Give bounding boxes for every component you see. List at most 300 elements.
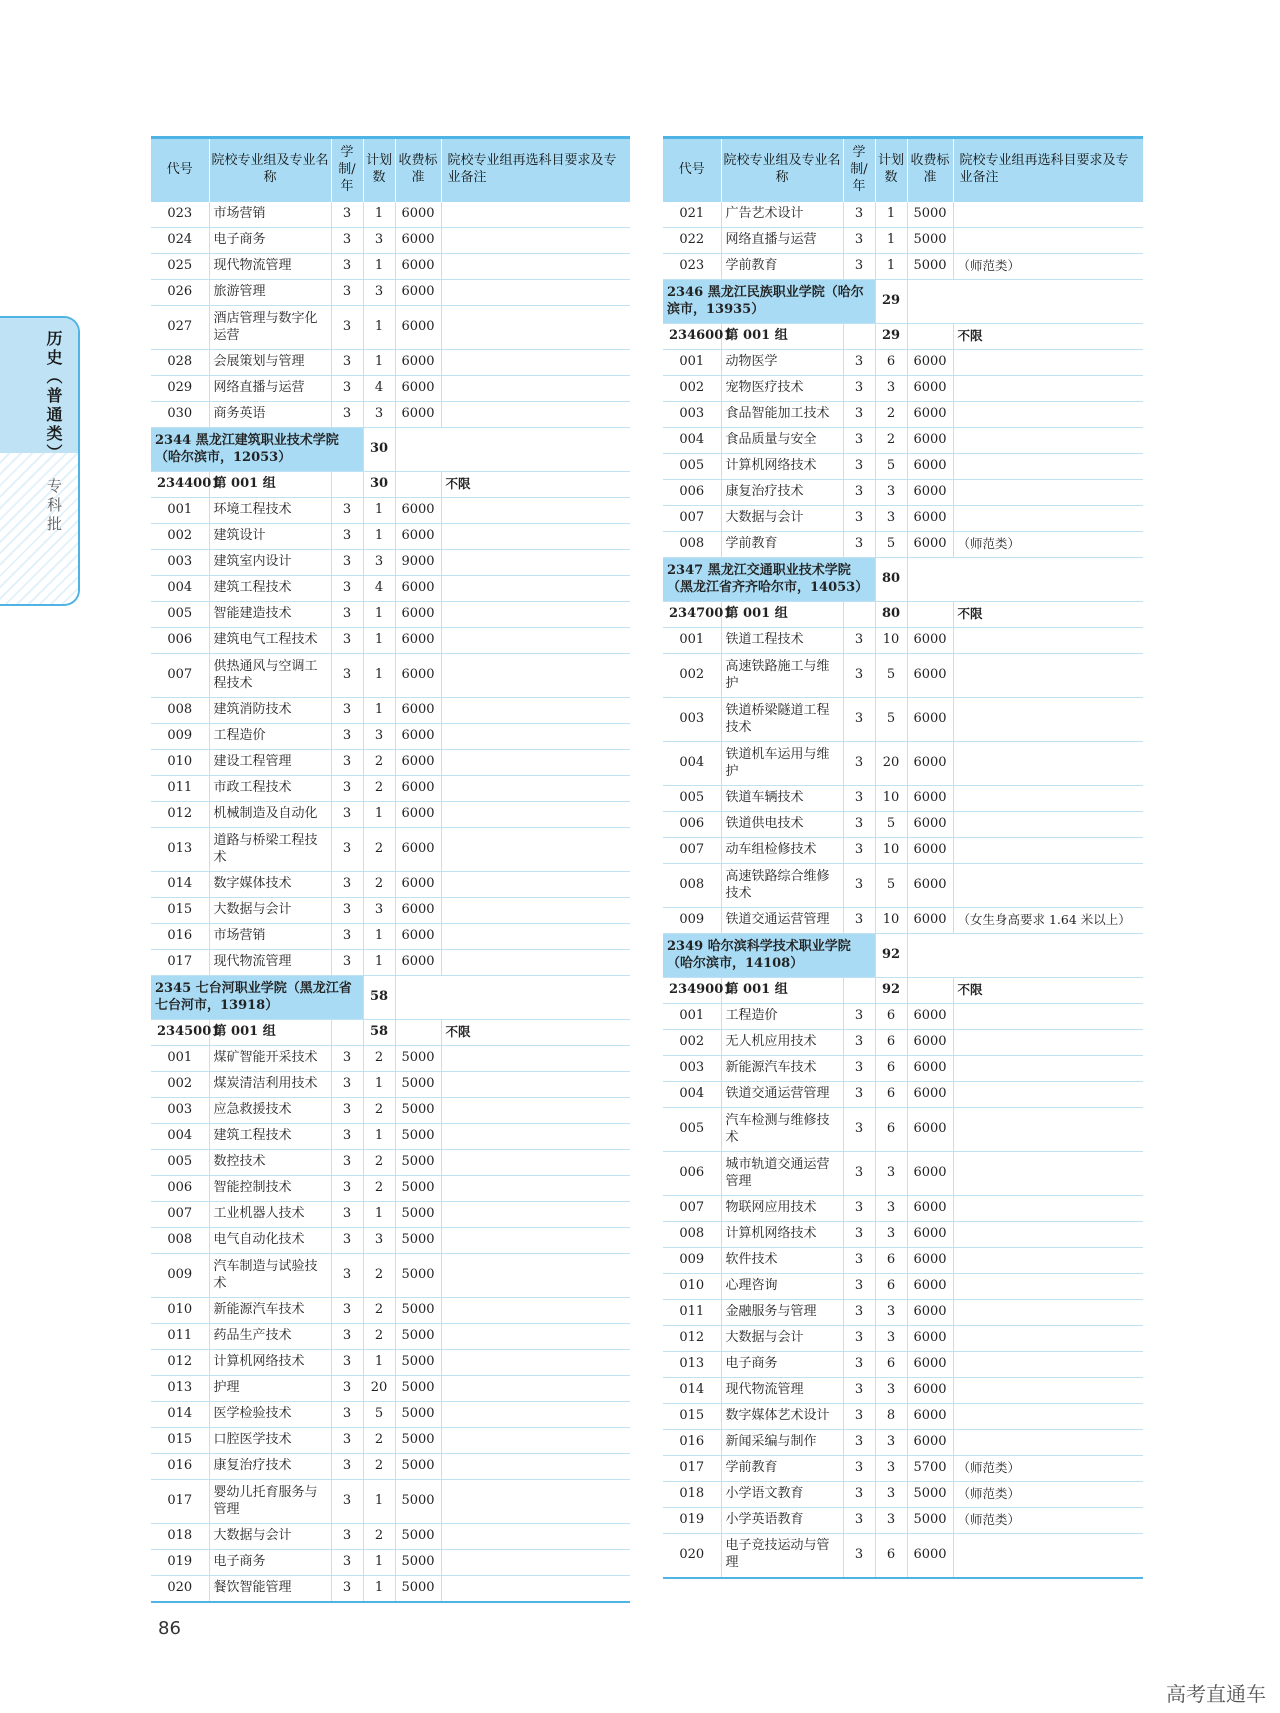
major-years: 3 (331, 524, 363, 550)
major-remark (441, 254, 630, 280)
major-plan: 4 (363, 576, 395, 602)
major-row (663, 1082, 1143, 1108)
major-years: 3 (331, 1576, 363, 1602)
major-code: 014 (663, 1378, 721, 1404)
major-code: 003 (151, 1098, 209, 1124)
major-remark (441, 1480, 630, 1524)
major-fee: 6000 (907, 350, 953, 376)
major-row (151, 724, 630, 750)
major-row (151, 1072, 630, 1098)
empty-cell (395, 1020, 441, 1046)
major-code: 014 (151, 1402, 209, 1428)
major-plan: 3 (875, 1326, 907, 1352)
major-years: 3 (331, 654, 363, 698)
major-remark (953, 402, 1143, 428)
major-fee: 6000 (395, 724, 441, 750)
major-remark (953, 1378, 1143, 1404)
major-name: 机械制造及自动化 (209, 802, 331, 828)
major-row (663, 480, 1143, 506)
major-remark (953, 506, 1143, 532)
major-fee: 6000 (395, 872, 441, 898)
school-plan: 29 (875, 280, 907, 324)
major-row (663, 1534, 1143, 1578)
major-name: 大数据与会计 (209, 898, 331, 924)
major-fee: 6000 (395, 654, 441, 698)
major-remark (953, 1004, 1143, 1030)
major-fee: 6000 (395, 750, 441, 776)
major-years: 3 (843, 1274, 875, 1300)
major-remark (441, 924, 630, 950)
group-name: 第 001 组 (721, 324, 843, 350)
major-fee: 5000 (395, 1524, 441, 1550)
major-row (663, 202, 1143, 228)
major-remark (953, 376, 1143, 402)
major-name: 铁道车辆技术 (721, 786, 843, 812)
major-code: 020 (151, 1576, 209, 1602)
major-fee: 5000 (395, 1376, 441, 1402)
group-plan: 58 (363, 1020, 395, 1046)
major-remark (953, 1326, 1143, 1352)
major-code: 023 (151, 202, 209, 228)
major-remark (953, 1196, 1143, 1222)
major-fee: 6000 (907, 908, 953, 934)
major-years: 3 (843, 1248, 875, 1274)
group-name: 第 001 组 (721, 602, 843, 628)
major-remark (441, 1298, 630, 1324)
major-row (151, 1098, 630, 1124)
group-code: 2346001 (663, 324, 721, 350)
major-name: 电子竞技运动与管理 (721, 1534, 843, 1578)
major-code: 009 (151, 1254, 209, 1298)
major-code: 001 (663, 1004, 721, 1030)
major-fee: 5000 (907, 228, 953, 254)
major-code: 009 (151, 724, 209, 750)
major-row (151, 1124, 630, 1150)
major-name: 食品质量与安全 (721, 428, 843, 454)
header-remark: 院校专业组再选科目要求及专业备注 (953, 138, 1143, 202)
major-code: 010 (151, 750, 209, 776)
major-plan: 1 (363, 1550, 395, 1576)
major-name: 建筑工程技术 (209, 1124, 331, 1150)
header-code: 代号 (663, 138, 721, 202)
school-name: 2345 七台河职业学院（黑龙江省七台河市，13918） (151, 976, 363, 1020)
major-row (151, 776, 630, 802)
major-fee: 6000 (395, 950, 441, 976)
header-years: 学制/年 (843, 138, 875, 202)
major-years: 3 (331, 1402, 363, 1428)
major-code: 007 (151, 1202, 209, 1228)
header-name: 院校专业组及专业名称 (209, 138, 331, 202)
major-name: 物联网应用技术 (721, 1196, 843, 1222)
major-years: 3 (843, 1196, 875, 1222)
major-code: 013 (663, 1352, 721, 1378)
major-remark (441, 498, 630, 524)
major-code: 001 (663, 350, 721, 376)
major-row (151, 1298, 630, 1324)
side-tab-pattern (0, 453, 78, 606)
major-remark (953, 202, 1143, 228)
major-remark (441, 602, 630, 628)
major-row (663, 908, 1143, 934)
major-years: 3 (331, 924, 363, 950)
major-code: 001 (151, 1046, 209, 1072)
major-name: 电子商务 (209, 1550, 331, 1576)
major-years: 3 (843, 1482, 875, 1508)
major-plan: 6 (875, 1082, 907, 1108)
school-row (663, 934, 1143, 978)
major-name: 建筑工程技术 (209, 576, 331, 602)
major-remark (441, 202, 630, 228)
major-name: 宠物医疗技术 (721, 376, 843, 402)
major-row (151, 924, 630, 950)
major-plan: 2 (363, 1524, 395, 1550)
major-code: 008 (151, 1228, 209, 1254)
major-row (663, 254, 1143, 280)
major-row (663, 454, 1143, 480)
major-fee: 6000 (907, 864, 953, 908)
major-row (151, 1454, 630, 1480)
major-row (151, 1228, 630, 1254)
major-plan: 3 (363, 280, 395, 306)
major-code: 006 (663, 1152, 721, 1196)
major-row (151, 228, 630, 254)
major-fee: 6000 (907, 1152, 953, 1196)
major-code: 002 (151, 524, 209, 550)
major-row (151, 750, 630, 776)
major-remark (441, 1254, 630, 1298)
major-years: 3 (331, 1454, 363, 1480)
major-name: 汽车制造与试验技术 (209, 1254, 331, 1298)
major-years: 3 (843, 1430, 875, 1456)
major-fee: 6000 (395, 576, 441, 602)
major-name: 智能控制技术 (209, 1176, 331, 1202)
major-plan: 1 (363, 498, 395, 524)
major-fee: 6000 (907, 1352, 953, 1378)
major-code: 013 (151, 828, 209, 872)
major-years: 3 (843, 532, 875, 558)
major-row (663, 1430, 1143, 1456)
major-code: 018 (151, 1524, 209, 1550)
major-row (663, 838, 1143, 864)
major-code: 012 (151, 1350, 209, 1376)
major-plan: 3 (363, 898, 395, 924)
major-name: 药品生产技术 (209, 1324, 331, 1350)
major-fee: 6000 (907, 1326, 953, 1352)
major-years: 3 (843, 1378, 875, 1404)
major-plan: 3 (875, 1508, 907, 1534)
major-code: 005 (151, 602, 209, 628)
major-plan: 10 (875, 786, 907, 812)
major-fee: 5000 (395, 1576, 441, 1602)
major-fee: 5000 (907, 1508, 953, 1534)
major-plan: 5 (875, 864, 907, 908)
major-name: 电气自动化技术 (209, 1228, 331, 1254)
major-name: 金融服务与管理 (721, 1300, 843, 1326)
major-row (151, 1046, 630, 1072)
major-remark (953, 864, 1143, 908)
major-code: 006 (663, 812, 721, 838)
major-years: 3 (331, 750, 363, 776)
major-fee: 6000 (907, 786, 953, 812)
major-name: 软件技术 (721, 1248, 843, 1274)
major-row (151, 698, 630, 724)
major-row (151, 628, 630, 654)
major-row (151, 306, 630, 350)
major-fee: 6000 (907, 1222, 953, 1248)
major-years: 3 (843, 864, 875, 908)
major-remark (953, 1248, 1143, 1274)
major-code: 030 (151, 402, 209, 428)
major-remark (441, 1228, 630, 1254)
major-row (663, 1404, 1143, 1430)
major-fee: 6000 (395, 498, 441, 524)
major-fee: 6000 (395, 202, 441, 228)
major-fee: 5000 (395, 1150, 441, 1176)
major-row (151, 1254, 630, 1298)
major-name: 市政工程技术 (209, 776, 331, 802)
major-row (151, 550, 630, 576)
group-code: 2349001 (663, 978, 721, 1004)
major-years: 3 (331, 576, 363, 602)
major-fee: 6000 (907, 1300, 953, 1326)
table-header-row (151, 138, 630, 202)
major-code: 006 (151, 628, 209, 654)
major-fee: 5000 (395, 1402, 441, 1428)
major-remark (441, 576, 630, 602)
major-name: 现代物流管理 (209, 950, 331, 976)
major-fee: 6000 (395, 524, 441, 550)
major-code: 024 (151, 228, 209, 254)
major-years: 3 (843, 1004, 875, 1030)
major-remark (953, 1056, 1143, 1082)
major-plan: 5 (875, 812, 907, 838)
major-code: 007 (663, 838, 721, 864)
major-remark (953, 812, 1143, 838)
major-code: 004 (663, 742, 721, 786)
major-plan: 1 (363, 1202, 395, 1228)
major-plan: 2 (363, 776, 395, 802)
major-code: 004 (151, 576, 209, 602)
major-remark: （师范类） (953, 1508, 1143, 1534)
major-fee: 6000 (907, 628, 953, 654)
major-name: 新能源汽车技术 (721, 1056, 843, 1082)
major-years: 3 (331, 498, 363, 524)
major-code: 008 (663, 1222, 721, 1248)
major-plan: 1 (875, 228, 907, 254)
major-row (151, 828, 630, 872)
group-row (663, 602, 1143, 628)
major-name: 大数据与会计 (209, 1524, 331, 1550)
empty-cell (395, 976, 630, 1020)
major-name: 电子商务 (209, 228, 331, 254)
major-name: 市场营销 (209, 202, 331, 228)
major-fee: 6000 (395, 254, 441, 280)
major-years: 3 (331, 1150, 363, 1176)
major-remark (953, 742, 1143, 786)
header-years: 学制/年 (331, 138, 363, 202)
empty-cell (907, 280, 1143, 324)
major-name: 道路与桥梁工程技术 (209, 828, 331, 872)
major-plan: 3 (875, 1456, 907, 1482)
major-years: 3 (331, 350, 363, 376)
major-remark (953, 1404, 1143, 1430)
major-code: 008 (663, 864, 721, 908)
major-name: 旅游管理 (209, 280, 331, 306)
major-plan: 6 (875, 1274, 907, 1300)
major-remark (953, 228, 1143, 254)
major-years: 3 (843, 628, 875, 654)
major-row (151, 1376, 630, 1402)
header-fee: 收费标准 (907, 138, 953, 202)
major-fee: 6000 (907, 402, 953, 428)
group-row (663, 978, 1143, 1004)
major-name: 大数据与会计 (721, 1326, 843, 1352)
major-name: 智能建造技术 (209, 602, 331, 628)
major-name: 广告艺术设计 (721, 202, 843, 228)
major-row (663, 506, 1143, 532)
school-row (151, 976, 630, 1020)
major-plan: 3 (875, 1196, 907, 1222)
major-code: 011 (663, 1300, 721, 1326)
major-fee: 5000 (907, 254, 953, 280)
major-years: 3 (843, 698, 875, 742)
major-years: 3 (843, 908, 875, 934)
major-name: 动物医学 (721, 350, 843, 376)
major-name: 电子商务 (721, 1352, 843, 1378)
major-fee: 5000 (907, 202, 953, 228)
group-remark: 不限 (953, 978, 1143, 1004)
school-row (663, 280, 1143, 324)
major-plan: 2 (363, 872, 395, 898)
major-years: 3 (331, 1124, 363, 1150)
major-name: 应急救援技术 (209, 1098, 331, 1124)
major-fee: 5000 (395, 1072, 441, 1098)
major-name: 铁道供电技术 (721, 812, 843, 838)
major-remark (441, 1202, 630, 1228)
major-row (151, 498, 630, 524)
major-name: 计算机网络技术 (209, 1350, 331, 1376)
major-years: 3 (843, 480, 875, 506)
major-remark (441, 1072, 630, 1098)
major-row (663, 228, 1143, 254)
major-name: 餐饮智能管理 (209, 1576, 331, 1602)
major-remark (953, 1082, 1143, 1108)
major-plan: 1 (875, 254, 907, 280)
school-plan: 80 (875, 558, 907, 602)
empty-cell (395, 428, 630, 472)
empty-cell (843, 978, 875, 1004)
major-plan: 1 (363, 628, 395, 654)
major-fee: 6000 (395, 776, 441, 802)
major-remark (441, 1524, 630, 1550)
right-admission-table (663, 136, 1143, 1579)
major-remark (441, 950, 630, 976)
major-code: 005 (663, 1108, 721, 1152)
major-years: 3 (843, 202, 875, 228)
header-remark: 院校专业组再选科目要求及专业备注 (441, 138, 630, 202)
major-remark (441, 1576, 630, 1602)
major-code: 011 (151, 1324, 209, 1350)
major-fee: 6000 (395, 228, 441, 254)
major-years: 3 (843, 1300, 875, 1326)
major-fee: 5000 (395, 1098, 441, 1124)
major-name: 新能源汽车技术 (209, 1298, 331, 1324)
major-code: 017 (663, 1456, 721, 1482)
major-code: 029 (151, 376, 209, 402)
major-row (663, 742, 1143, 786)
major-remark (953, 1430, 1143, 1456)
major-fee: 5000 (907, 1482, 953, 1508)
major-row (663, 786, 1143, 812)
major-code: 003 (151, 550, 209, 576)
major-name: 婴幼儿托育服务与管理 (209, 1480, 331, 1524)
major-name: 工程造价 (721, 1004, 843, 1030)
major-plan: 2 (875, 428, 907, 454)
major-fee: 6000 (907, 1082, 953, 1108)
major-remark (953, 1152, 1143, 1196)
left-admission-table (151, 136, 630, 1603)
major-remark (441, 898, 630, 924)
major-remark (441, 1428, 630, 1454)
major-name: 网络直播与运营 (721, 228, 843, 254)
major-plan: 2 (363, 1098, 395, 1124)
major-fee: 6000 (907, 1430, 953, 1456)
group-plan: 30 (363, 472, 395, 498)
major-row (151, 202, 630, 228)
major-name: 建筑电气工程技术 (209, 628, 331, 654)
major-row (151, 524, 630, 550)
major-code: 007 (663, 1196, 721, 1222)
major-fee: 6000 (907, 1056, 953, 1082)
major-plan: 1 (363, 1124, 395, 1150)
major-fee: 5000 (395, 1046, 441, 1072)
major-plan: 2 (363, 750, 395, 776)
major-code: 023 (663, 254, 721, 280)
major-fee: 6000 (907, 1274, 953, 1300)
major-code: 006 (663, 480, 721, 506)
header-name: 院校专业组及专业名称 (721, 138, 843, 202)
group-row (151, 472, 630, 498)
major-code: 004 (663, 1082, 721, 1108)
major-years: 3 (331, 1376, 363, 1402)
major-plan: 3 (363, 228, 395, 254)
major-name: 数字媒体艺术设计 (721, 1404, 843, 1430)
major-row (663, 350, 1143, 376)
major-row (663, 1030, 1143, 1056)
major-remark: （师范类） (953, 532, 1143, 558)
major-code: 015 (151, 898, 209, 924)
major-remark (953, 838, 1143, 864)
major-fee: 6000 (907, 376, 953, 402)
major-years: 3 (331, 402, 363, 428)
major-fee: 6000 (395, 924, 441, 950)
major-code: 012 (663, 1326, 721, 1352)
major-plan: 10 (875, 908, 907, 934)
major-name: 铁道交通运营管理 (721, 908, 843, 934)
major-code: 002 (663, 654, 721, 698)
major-fee: 5000 (395, 1124, 441, 1150)
major-remark: （师范类） (953, 1456, 1143, 1482)
major-row (151, 376, 630, 402)
major-remark (441, 550, 630, 576)
major-name: 供热通风与空调工程技术 (209, 654, 331, 698)
major-years: 3 (843, 1222, 875, 1248)
major-remark (953, 1352, 1143, 1378)
group-plan: 80 (875, 602, 907, 628)
major-fee: 6000 (395, 376, 441, 402)
major-plan: 3 (875, 506, 907, 532)
major-name: 工程造价 (209, 724, 331, 750)
